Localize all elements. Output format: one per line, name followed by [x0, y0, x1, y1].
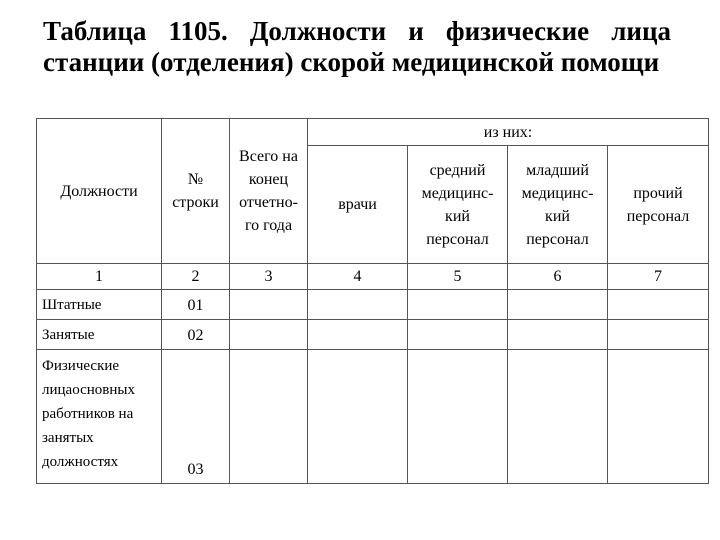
header-mid-staff [408, 146, 508, 264]
cell-total[interactable] [230, 290, 308, 320]
col-number-7: 7 [608, 264, 709, 290]
header-mid-staff-text: средний медицинс- кий персонал [421, 161, 494, 248]
header-of-them: из них: [308, 119, 709, 146]
cell-junior-staff[interactable] [508, 350, 608, 484]
cell-other-staff[interactable] [608, 320, 709, 350]
table-row [37, 290, 709, 320]
col-number-3: 3 [230, 264, 308, 290]
cell-other-staff[interactable] [608, 290, 709, 320]
cell-mid-staff[interactable] [408, 290, 508, 320]
header-doctors: врачи [308, 146, 408, 264]
cell-total[interactable] [230, 350, 308, 484]
cell-junior-staff[interactable] [508, 290, 608, 320]
cell-doctors[interactable] [308, 350, 408, 484]
table-title: Таблица 1105. Должности и физические лица станции (отделения) скорой медицинской помощи [43, 16, 671, 77]
cell-other-staff[interactable] [608, 350, 709, 484]
table-row [37, 320, 709, 350]
header-line-number-text: № строки [172, 171, 219, 211]
col-number-1: 1 [37, 264, 162, 290]
cell-doctors[interactable] [308, 320, 408, 350]
cell-mid-staff[interactable] [408, 320, 508, 350]
col-number-5: 5 [408, 264, 508, 290]
cell-mid-staff[interactable] [408, 350, 508, 484]
cell-junior-staff[interactable] [508, 320, 608, 350]
header-junior-staff [508, 146, 608, 264]
row-code-03: 03 [162, 350, 230, 484]
table-row [37, 350, 709, 484]
row-label-physical-persons: Физические лицаосновных работников на занятых должностях [37, 350, 162, 484]
header-total-text: Всего на конец отчетно- го года [239, 148, 298, 234]
row-code-01: 01 [162, 290, 230, 320]
header-other-staff-text: прочий персонал [626, 184, 690, 225]
col-number-4: 4 [308, 264, 408, 290]
row-label-staffed: Штатные [37, 290, 162, 320]
col-number-6: 6 [508, 264, 608, 290]
col-number-2: 2 [162, 264, 230, 290]
row-label-occupied: Занятые [37, 320, 162, 350]
header-position: Должности [37, 119, 162, 264]
staff-table [36, 118, 709, 484]
header-other-staff [608, 146, 709, 264]
header-junior-staff-text: младший медицинс- кий персонал [521, 161, 594, 248]
header-line-number [162, 119, 230, 264]
header-total [230, 119, 308, 264]
cell-total[interactable] [230, 320, 308, 350]
row-code-02: 02 [162, 320, 230, 350]
cell-doctors[interactable] [308, 290, 408, 320]
